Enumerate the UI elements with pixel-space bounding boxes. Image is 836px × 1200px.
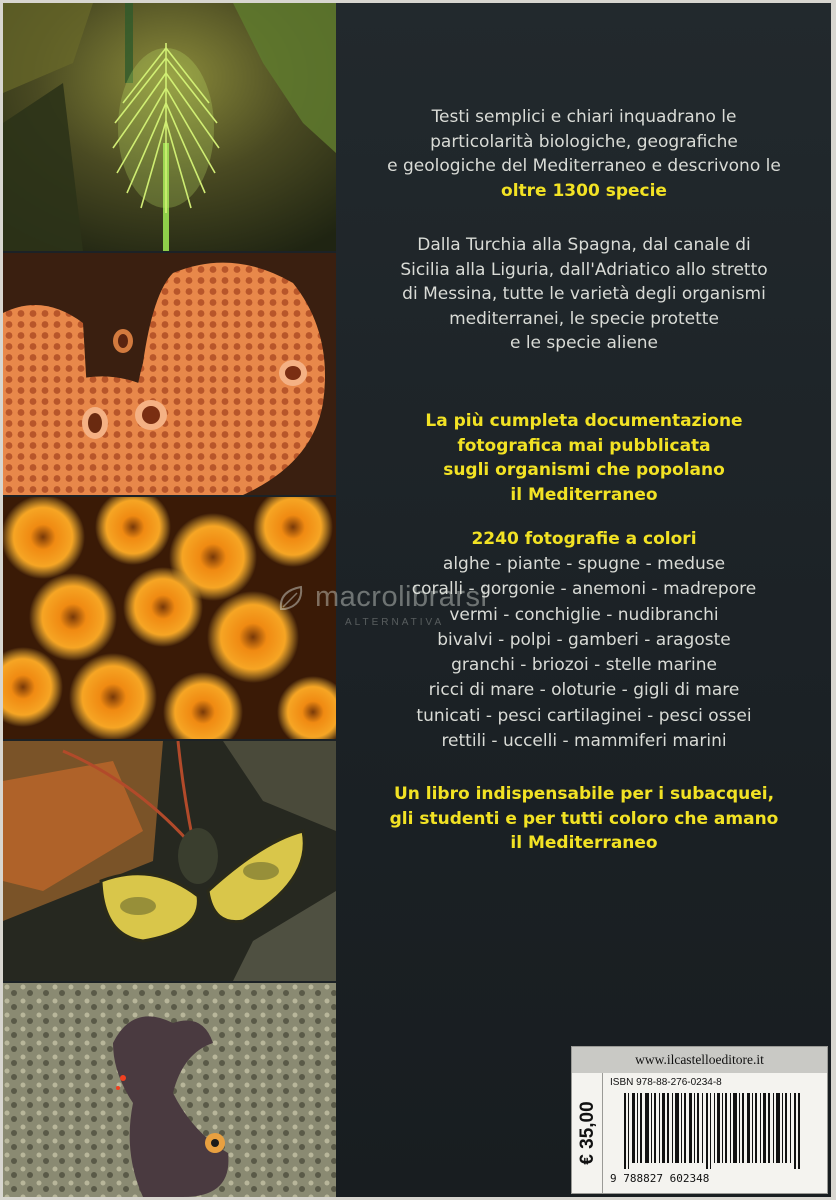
watermark-name: macrolibrarsi [315, 581, 488, 613]
price-barcode-label [571, 1046, 828, 1194]
watermark-tagline: ALTERNATIVA [345, 617, 445, 628]
description-column [336, 3, 831, 1197]
regions-paragraph: Dalla Turchia alla Spagna, dal canale di Sicilia alla Liguria, dall'Adriatico allo stretto di Messina, tutte le varietà degli organismi mediterranei, le specie protette e le specie aliene [400, 235, 768, 353]
fish-on-rock-photo [3, 983, 336, 1197]
barcode-icon [624, 1093, 800, 1169]
publisher-url: www.ilcastelloeditore.it [572, 1047, 827, 1073]
organism-list [354, 552, 814, 754]
orange-sponge-photo [3, 253, 336, 495]
organism-list-line: vermi - conchiglie - nudibranchi [449, 604, 719, 625]
organism-list-line: rettili - uccelli - mammiferi marini [441, 731, 727, 752]
isbn: ISBN 978-88-276-0234-8 [610, 1077, 722, 1088]
species-count-highlight: oltre 1300 specie [501, 180, 667, 201]
price: € 35,00 [577, 1101, 598, 1165]
organism-list-line: ricci di mare - oloturie - gigli di mare [428, 680, 740, 701]
yellow-anemones-photo [3, 497, 336, 739]
green-plume-alga-photo [3, 3, 336, 251]
organism-list-line: alghe - piante - spugne - meduse [442, 554, 726, 574]
organism-list-line: bivalvi - polpi - gamberi - aragoste [437, 629, 731, 650]
lobster-photo [3, 741, 336, 981]
price-column [572, 1073, 603, 1193]
organism-list-line: tunicati - pesci cartilaginei - pesci ossei [416, 705, 752, 726]
organism-list-line: coralli - gorgonie - anemoni - madrepore [411, 579, 757, 600]
closing-paragraph: Un libro indispensabile per i subacquei, gli studenti e per tutti coloro che amano il Mediterraneo [389, 784, 779, 853]
photo-count-heading: 2240 fotografie a colori [471, 529, 697, 549]
intro-paragraph: Testi semplici e chiari inquadrano le particolarità biologiche, geografiche e geologiche del Mediterraneo e descrivono le oltre 1300 specie [387, 107, 781, 201]
photo-column [3, 3, 336, 1197]
organism-list-line: granchi - briozoi - stelle marine [451, 655, 717, 676]
documentation-paragraph: La più cumpleta documentazione fotografica mai pubblicata sugli organismi che popolano il Mediterraneo [425, 411, 743, 505]
book-back-cover [3, 3, 831, 1197]
barcode-digits: 9 788827 602348 [610, 1172, 710, 1185]
